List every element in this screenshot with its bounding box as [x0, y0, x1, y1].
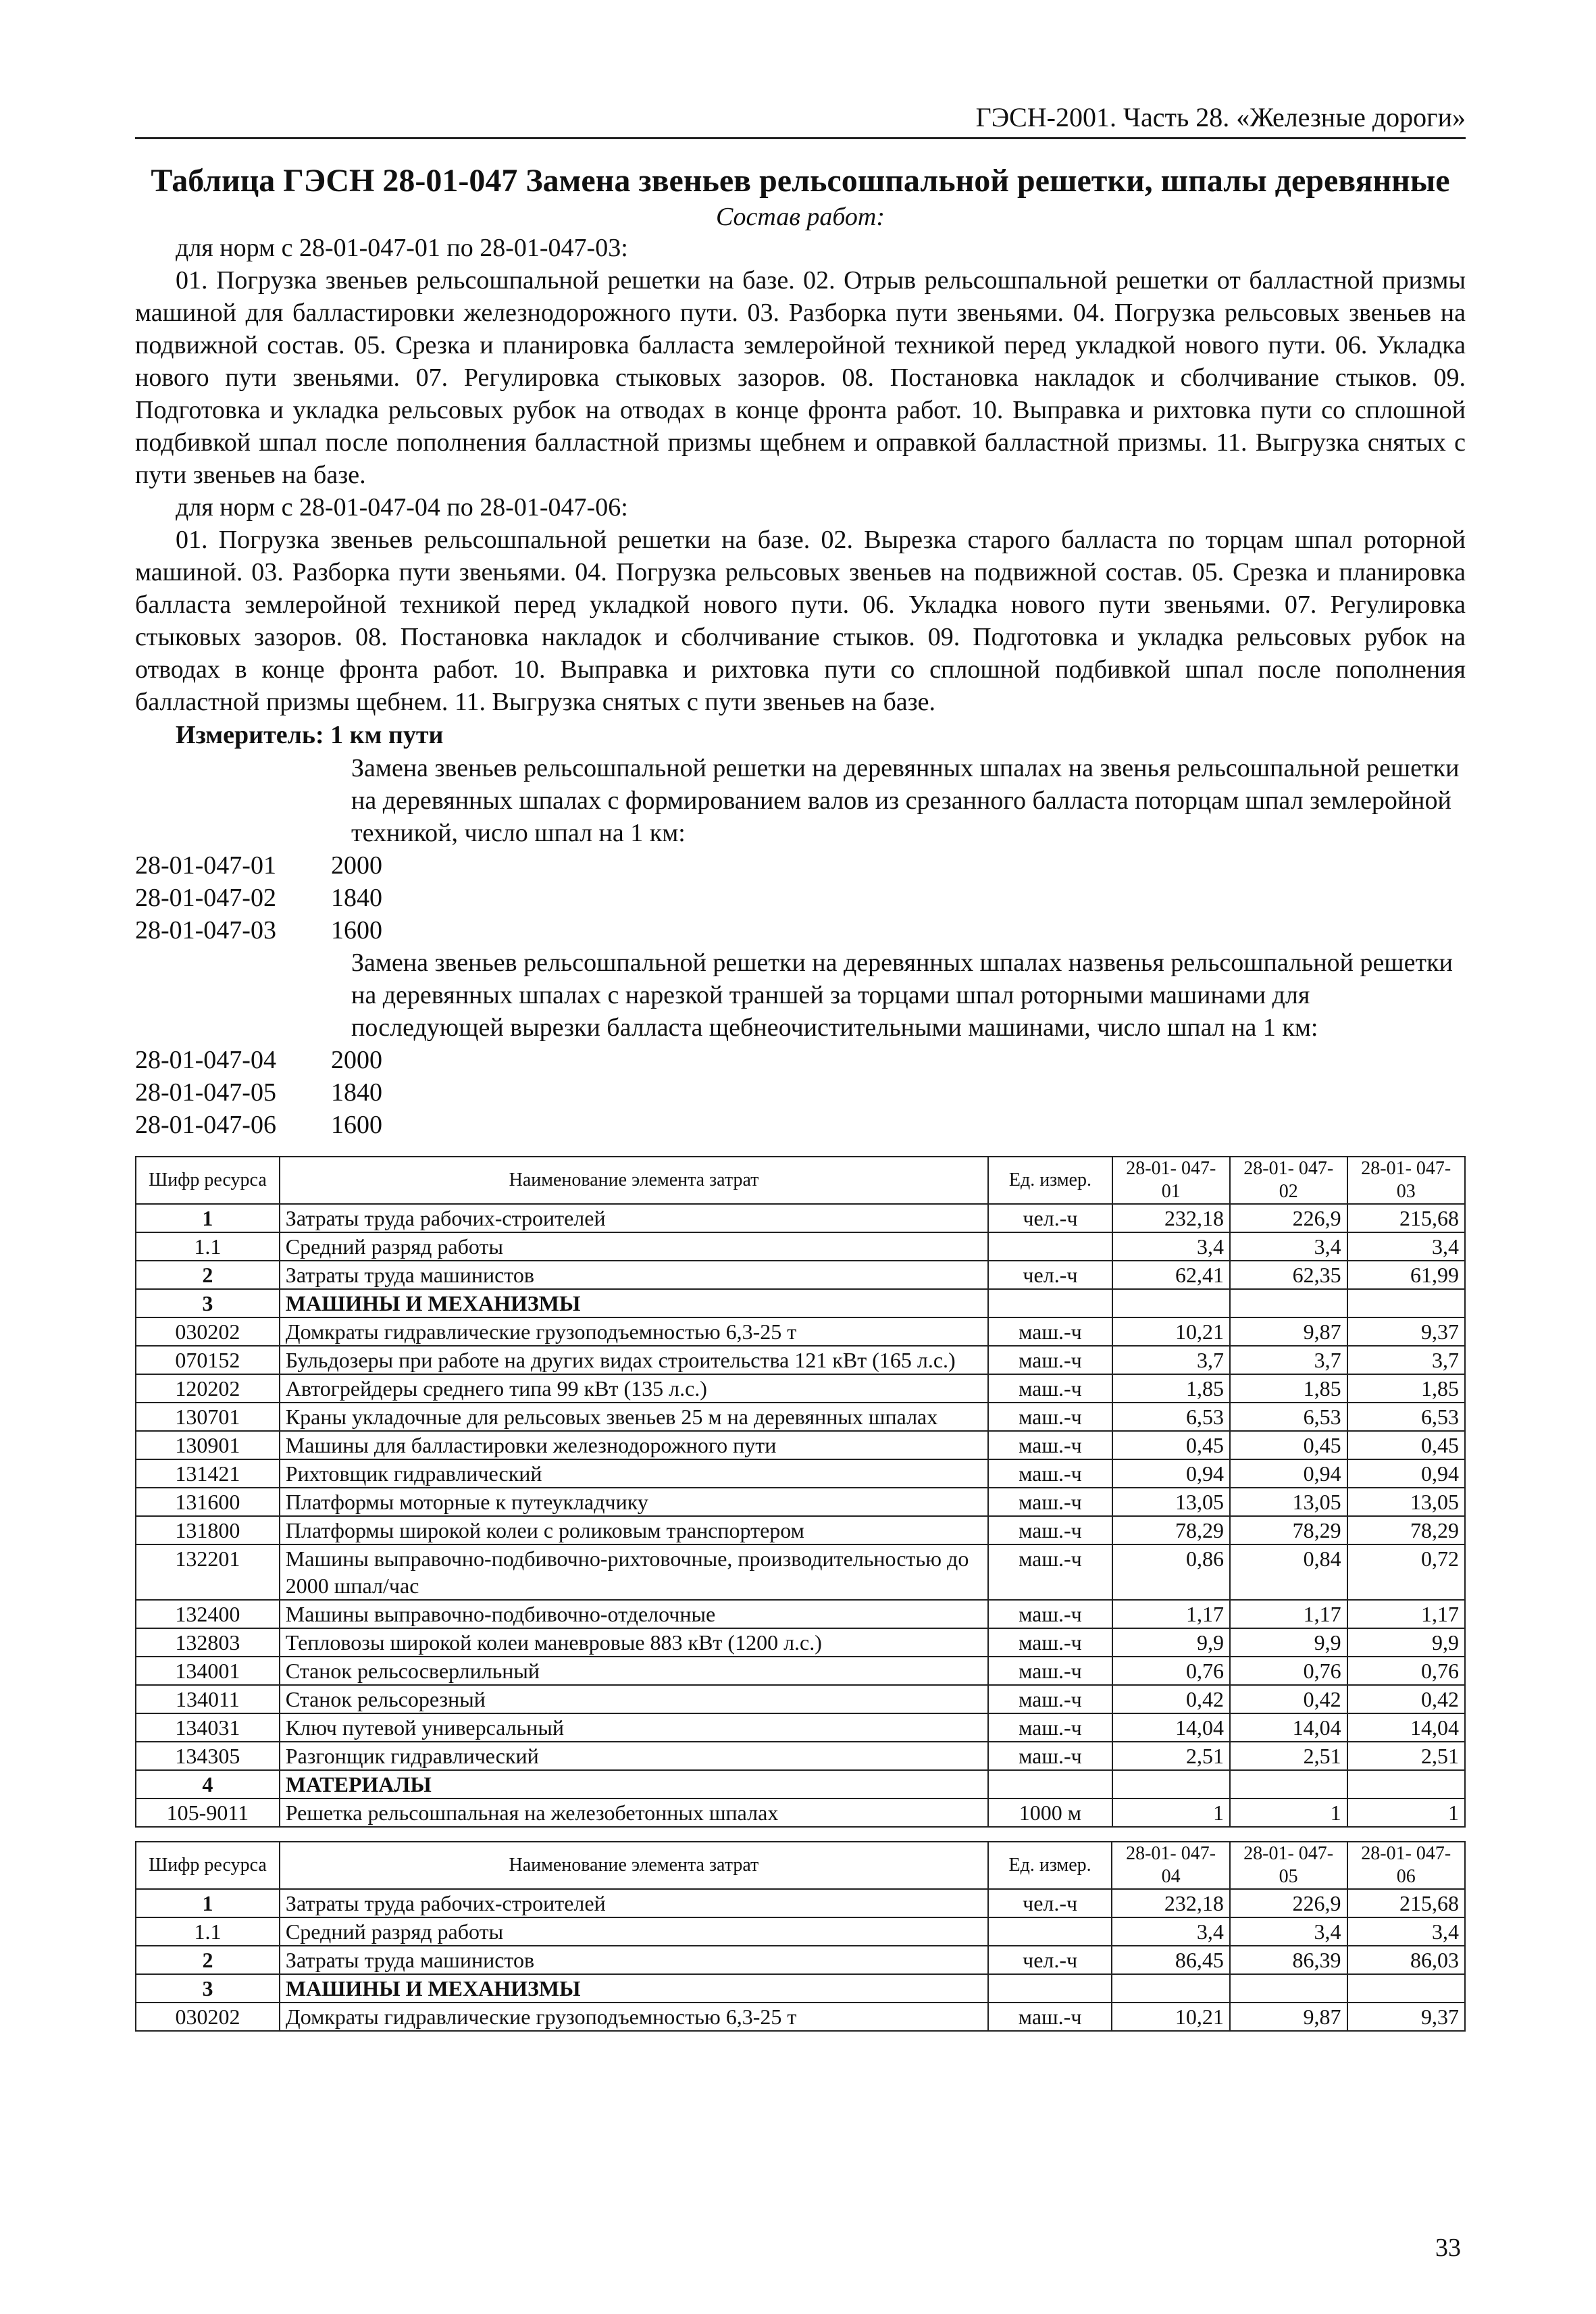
resource-unit: маш.-ч	[988, 1600, 1112, 1628]
table-row	[136, 1946, 1465, 1974]
resource-unit: маш.-ч	[988, 1544, 1112, 1600]
norm-value: 0,94	[1112, 1459, 1230, 1488]
norm-code: 28-01-047-01	[135, 851, 276, 880]
table-row	[136, 1403, 1465, 1431]
table-row	[136, 1600, 1465, 1628]
sleepers-per-km: 2000	[331, 851, 382, 880]
norm-value	[1347, 1289, 1465, 1317]
header-norm: 28-01- 047-01	[1112, 1157, 1230, 1204]
resource-unit	[988, 1974, 1112, 2003]
resource-name: Затраты труда рабочих-строителей	[280, 1204, 988, 1232]
table-row	[136, 1516, 1465, 1544]
resource-name: Затраты труда машинистов	[280, 1946, 988, 1974]
norm-code: 28-01-047-02	[135, 884, 276, 912]
resource-name: Средний разряд работы	[280, 1917, 988, 1946]
resource-name: Рихтовщик гидравлический	[280, 1459, 988, 1488]
resource-code: 1.1	[136, 1232, 280, 1261]
norm-value: 10,21	[1112, 2003, 1229, 2031]
resource-unit: чел.-ч	[988, 1204, 1112, 1232]
norm-value: 0,45	[1347, 1431, 1465, 1459]
resource-unit	[988, 1770, 1112, 1799]
norm-value: 13,05	[1112, 1488, 1230, 1516]
work-composition-label: Состав работ:	[715, 203, 885, 231]
resource-code: 030202	[136, 2003, 280, 2031]
norm-value: 0,42	[1347, 1685, 1465, 1713]
norm-value: 226,9	[1230, 1889, 1347, 1917]
header-name: Наименование элемента затрат	[280, 1157, 988, 1204]
norm-value: 10,21	[1112, 1317, 1230, 1346]
norm-code-row	[135, 849, 1466, 882]
resource-name: Ключ путевой универсальный	[280, 1713, 988, 1742]
resource-name: Домкраты гидравлические грузоподъемностью 6,3-25 т	[280, 2003, 988, 2031]
resource-code: 2	[136, 1261, 280, 1289]
resource-code: 2	[136, 1946, 280, 1974]
resource-unit: маш.-ч	[988, 1657, 1112, 1685]
resource-code: 132803	[136, 1628, 280, 1657]
table-row	[136, 1713, 1465, 1742]
norm-code-row	[135, 1044, 1466, 1076]
table-row	[136, 2003, 1465, 2031]
norm-value: 2,51	[1112, 1742, 1230, 1770]
norm-code-row	[135, 882, 1466, 914]
norm-codes-1	[135, 849, 1466, 947]
table-title: Таблица ГЭСН 28-01-047 Замена звеньев рельсошпальной решетки, шпалы деревянные	[151, 163, 1450, 199]
resource-code: 4	[136, 1770, 280, 1799]
norm-value: 86,03	[1347, 1946, 1466, 1974]
table-row	[136, 1742, 1465, 1770]
norm-value: 232,18	[1112, 1204, 1230, 1232]
resource-code: 134001	[136, 1657, 280, 1685]
resource-name: МАТЕРИАЛЫ	[280, 1770, 988, 1799]
page-number: 33	[1435, 2234, 1461, 2262]
norm-value: 3,7	[1230, 1346, 1347, 1374]
sleepers-per-km: 2000	[331, 1046, 382, 1074]
norm-value: 9,87	[1230, 1317, 1347, 1346]
resource-code: 030202	[136, 1317, 280, 1346]
norm-value: 1,17	[1230, 1600, 1347, 1628]
table-row	[136, 1261, 1465, 1289]
resource-name: Бульдозеры при работе на других видах строительства 121 кВт (165 л.с.)	[280, 1346, 988, 1374]
resource-unit	[988, 1917, 1112, 1946]
table-row	[136, 1889, 1465, 1917]
norm-value: 14,04	[1112, 1713, 1230, 1742]
norm-value: 3,4	[1230, 1232, 1347, 1261]
norm-value: 0,45	[1112, 1431, 1230, 1459]
norm-value: 215,68	[1347, 1889, 1466, 1917]
resource-code: 070152	[136, 1346, 280, 1374]
norm-value: 9,37	[1347, 1317, 1465, 1346]
group1-label: для норм с 28-01-047-01 по 28-01-047-03:	[176, 234, 628, 262]
norm-value: 0,45	[1230, 1431, 1347, 1459]
norm-value: 86,39	[1230, 1946, 1347, 1974]
norm-value: 9,37	[1347, 2003, 1466, 2031]
resource-unit: маш.-ч	[988, 1628, 1112, 1657]
group2-text: 01. Погрузка звеньев рельсошпальной решетки на базе. 02. Вырезка старого балласта по торцам шпал роторной машиной. 03. Разборка пути звеньями. 04. Погрузка рельсовых звеньев на подвижной состав. 05. Срезка и планировка балласта землеройной техникой перед укладкой нового пути. 06. Укладка нового пути звеньями. 07. Регулировка стыковых зазоров. 08. Постановка накладок и сболчивание стыков. 09. Подготовка и укладка рельсовых рубок на отводах в конце фронта работ. 10. Выправка и рихтовка пути со сплошной подбивкой шпал после пополнения балластной призмы щебнем. 11. Выгрузка снятых с пути звеньев на базе.	[135, 526, 1466, 716]
norm-value: 3,4	[1347, 1917, 1466, 1946]
resource-unit	[988, 1289, 1112, 1317]
resource-name: Тепловозы широкой колеи маневровые 883 кВт (1200 л.с.)	[280, 1628, 988, 1657]
norm-value	[1112, 1974, 1229, 2003]
norm-value: 13,05	[1230, 1488, 1347, 1516]
norm-value: 9,9	[1230, 1628, 1347, 1657]
resource-code: 130901	[136, 1431, 280, 1459]
norm-value: 0,76	[1112, 1657, 1230, 1685]
norm-value: 2,51	[1230, 1742, 1347, 1770]
norm-value	[1230, 1974, 1347, 2003]
norm-value: 9,9	[1347, 1628, 1465, 1657]
measure-unit: Измеритель: 1 км пути	[176, 721, 444, 749]
norm-value: 215,68	[1347, 1204, 1465, 1232]
norm-code-row	[135, 1076, 1466, 1109]
norm-value: 6,53	[1347, 1403, 1465, 1431]
resource-unit: маш.-ч	[988, 1516, 1112, 1544]
norm-value: 0,84	[1230, 1544, 1347, 1600]
norm-value: 62,35	[1230, 1261, 1347, 1289]
table-row	[136, 1799, 1465, 1827]
norm-value: 1	[1112, 1799, 1230, 1827]
norm-value: 13,05	[1347, 1488, 1465, 1516]
norm-value: 78,29	[1347, 1516, 1465, 1544]
table-row	[136, 1544, 1465, 1600]
resource-name: Автогрейдеры среднего типа 99 кВт (135 л.с.)	[280, 1374, 988, 1403]
table-row	[136, 1685, 1465, 1713]
resource-name: Машины для балластировки железнодорожного пути	[280, 1431, 988, 1459]
norm-value	[1347, 1770, 1465, 1799]
norm-value: 14,04	[1230, 1713, 1347, 1742]
norm-value	[1230, 1289, 1347, 1317]
norm-value: 0,76	[1347, 1657, 1465, 1685]
header-unit: Ед. измер.	[988, 1157, 1112, 1204]
resource-unit	[988, 1232, 1112, 1261]
norm-code: 28-01-047-04	[135, 1046, 276, 1074]
norm-value	[1230, 1770, 1347, 1799]
norms-description-1: Замена звеньев рельсошпальной решетки на деревянных шпалах на звенья рельсошпальной решетки на деревянных шпалах с формированием валов из срезанного балласта поторцам шпал землеройной техникой, число шпал на 1 км:	[351, 754, 1460, 847]
norm-value: 3,4	[1347, 1232, 1465, 1261]
resource-table-1	[135, 1156, 1466, 1828]
norm-code-row	[135, 1109, 1466, 1141]
resource-unit: 1000 м	[988, 1799, 1112, 1827]
resource-code: 120202	[136, 1374, 280, 1403]
norm-code: 28-01-047-03	[135, 916, 276, 945]
resource-unit: чел.-ч	[988, 1261, 1112, 1289]
resource-code: 1	[136, 1889, 280, 1917]
resource-name: МАШИНЫ И МЕХАНИЗМЫ	[280, 1289, 988, 1317]
norm-value: 9,87	[1230, 2003, 1347, 2031]
resource-name: Станок рельсосверлильный	[280, 1657, 988, 1685]
table-row	[136, 1657, 1465, 1685]
resource-unit: маш.-ч	[988, 1403, 1112, 1431]
resource-code: 3	[136, 1289, 280, 1317]
table-row	[136, 1317, 1465, 1346]
header-norm: 28-01- 047-05	[1230, 1842, 1347, 1889]
norm-value: 3,4	[1230, 1917, 1347, 1946]
resource-name: МАШИНЫ И МЕХАНИЗМЫ	[280, 1974, 988, 2003]
resource-name: Решетка рельсошпальная на железобетонных шпалах	[280, 1799, 988, 1827]
norm-codes-2	[135, 1044, 1466, 1141]
sleepers-per-km: 1840	[331, 884, 382, 912]
norm-code-row	[135, 914, 1466, 947]
resource-unit: маш.-ч	[988, 1459, 1112, 1488]
resource-code: 134011	[136, 1685, 280, 1713]
resource-name: Машины выправочно-подбивочно-рихтовочные, производительностью до 2000 шпал/час	[280, 1544, 988, 1600]
norm-value: 0,72	[1347, 1544, 1465, 1600]
group1-text: 01. Погрузка звеньев рельсошпальной решетки на базе. 02. Отрыв рельсошпальной решетки от балластной призмы машиной для балластировки железнодорожного пути. 03. Разборка пути звеньями. 04. Погрузка рельсовых звеньев на подвижной состав. 05. Срезка и планировка балласта землеройной техникой перед укладкой нового пути. 06. Укладка нового пути звеньями. 07. Регулировка стыковых зазоров. 08. Постановка накладок и сболчивание стыков. 09. Подготовка и укладка рельсовых рубок на отводах в конце фронта работ. 10. Выправка и рихтовка пути со сплошной подбивкой шпал после пополнения балластной призмы щебнем и оправкой балластной призмы. 11. Выгрузка снятых с пути звеньев на базе.	[135, 266, 1466, 489]
norm-value: 78,29	[1112, 1516, 1230, 1544]
table-row	[136, 1289, 1465, 1317]
resource-unit: маш.-ч	[988, 1317, 1112, 1346]
resource-unit: маш.-ч	[988, 1488, 1112, 1516]
norm-value: 2,51	[1347, 1742, 1465, 1770]
resource-unit: маш.-ч	[988, 1431, 1112, 1459]
norm-value	[1112, 1770, 1230, 1799]
norm-value: 78,29	[1230, 1516, 1347, 1544]
resource-code: 131421	[136, 1459, 280, 1488]
norm-code: 28-01-047-06	[135, 1111, 276, 1139]
sleepers-per-km: 1600	[331, 916, 382, 945]
running-header: ГЭСН-2001. Часть 28. «Железные дороги»	[135, 101, 1466, 139]
table-row	[136, 1628, 1465, 1657]
sleepers-per-km: 1840	[331, 1078, 382, 1107]
resource-unit: маш.-ч	[988, 1685, 1112, 1713]
norm-value: 6,53	[1112, 1403, 1230, 1431]
resource-unit: маш.-ч	[988, 1713, 1112, 1742]
table-row	[136, 1232, 1465, 1261]
norm-value: 0,94	[1347, 1459, 1465, 1488]
table-row	[136, 1488, 1465, 1516]
resource-unit: маш.-ч	[988, 1742, 1112, 1770]
table-row	[136, 1770, 1465, 1799]
header-name: Наименование элемента затрат	[280, 1842, 988, 1889]
resource-name: Машины выправочно-подбивочно-отделочные	[280, 1600, 988, 1628]
header-norm: 28-01- 047-02	[1230, 1157, 1347, 1204]
norms-description-2: Замена звеньев рельсошпальной решетки на деревянных шпалах назвенья рельсошпальной решетки на деревянных шпалах с нарезкой траншей за торцами шпал роторными машинами для последующей вырезки балласта щебнеочистительными машинами, число шпал на 1 км:	[351, 949, 1453, 1042]
resource-name: Затраты труда машинистов	[280, 1261, 988, 1289]
resource-unit: чел.-ч	[988, 1946, 1112, 1974]
resource-unit: чел.-ч	[988, 1889, 1112, 1917]
norm-value: 1,85	[1347, 1374, 1465, 1403]
norm-value: 0,42	[1230, 1685, 1347, 1713]
header-code: Шифр ресурса	[136, 1157, 280, 1204]
header-unit: Ед. измер.	[988, 1842, 1112, 1889]
resource-name: Платформы моторные к путеукладчику	[280, 1488, 988, 1516]
norm-value: 0,42	[1112, 1685, 1230, 1713]
norm-value: 61,99	[1347, 1261, 1465, 1289]
table-row	[136, 1917, 1465, 1946]
norm-value: 1,85	[1112, 1374, 1230, 1403]
resource-code: 105-9011	[136, 1799, 280, 1827]
resource-name: Платформы широкой колеи с роликовым транспортером	[280, 1516, 988, 1544]
norm-value: 3,7	[1347, 1346, 1465, 1374]
table-row	[136, 1346, 1465, 1374]
resource-code: 1.1	[136, 1917, 280, 1946]
resource-unit: маш.-ч	[988, 2003, 1112, 2031]
resource-code: 134305	[136, 1742, 280, 1770]
resource-name: Средний разряд работы	[280, 1232, 988, 1261]
norm-value: 0,94	[1230, 1459, 1347, 1488]
resource-unit: маш.-ч	[988, 1346, 1112, 1374]
resource-code: 132201	[136, 1544, 280, 1600]
resource-unit: маш.-ч	[988, 1374, 1112, 1403]
norm-code: 28-01-047-05	[135, 1078, 276, 1107]
norm-value: 6,53	[1230, 1403, 1347, 1431]
norm-value: 1	[1347, 1799, 1465, 1827]
table-row	[136, 1974, 1465, 2003]
resource-code: 3	[136, 1974, 280, 2003]
norm-value: 1,85	[1230, 1374, 1347, 1403]
norm-value: 0,86	[1112, 1544, 1230, 1600]
header-norm: 28-01- 047-03	[1347, 1157, 1465, 1204]
resource-name: Затраты труда рабочих-строителей	[280, 1889, 988, 1917]
norm-value: 3,4	[1112, 1232, 1230, 1261]
norm-value: 14,04	[1347, 1713, 1465, 1742]
table-row	[136, 1431, 1465, 1459]
resource-code: 1	[136, 1204, 280, 1232]
resource-code: 131800	[136, 1516, 280, 1544]
sleepers-per-km: 1600	[331, 1111, 382, 1139]
norm-value: 1,17	[1112, 1600, 1230, 1628]
resource-code: 132400	[136, 1600, 280, 1628]
resource-name: Домкраты гидравлические грузоподъемностью 6,3-25 т	[280, 1317, 988, 1346]
header-norm: 28-01- 047-06	[1347, 1842, 1466, 1889]
norm-value: 3,7	[1112, 1346, 1230, 1374]
document-page	[135, 101, 1466, 2032]
resource-name: Краны укладочные для рельсовых звеньев 25 м на деревянных шпалах	[280, 1403, 988, 1431]
norm-value	[1347, 1974, 1466, 2003]
norm-value: 1,17	[1347, 1600, 1465, 1628]
resource-table-2	[135, 1841, 1466, 2032]
table-row	[136, 1374, 1465, 1403]
table-row	[136, 1459, 1465, 1488]
norm-value	[1112, 1289, 1230, 1317]
resource-code: 130701	[136, 1403, 280, 1431]
group2-label: для норм с 28-01-047-04 по 28-01-047-06:	[176, 493, 628, 522]
norm-value: 226,9	[1230, 1204, 1347, 1232]
header-norm: 28-01- 047-04	[1112, 1842, 1229, 1889]
resource-code: 131600	[136, 1488, 280, 1516]
norm-value: 1	[1230, 1799, 1347, 1827]
norm-value: 232,18	[1112, 1889, 1229, 1917]
norm-value: 3,4	[1112, 1917, 1229, 1946]
norm-value: 86,45	[1112, 1946, 1229, 1974]
resource-name: Разгонщик гидравлический	[280, 1742, 988, 1770]
resource-code: 134031	[136, 1713, 280, 1742]
resource-name: Станок рельсорезный	[280, 1685, 988, 1713]
norm-value: 62,41	[1112, 1261, 1230, 1289]
table-row	[136, 1204, 1465, 1232]
norm-value: 9,9	[1112, 1628, 1230, 1657]
norm-value: 0,76	[1230, 1657, 1347, 1685]
header-code: Шифр ресурса	[136, 1842, 280, 1889]
